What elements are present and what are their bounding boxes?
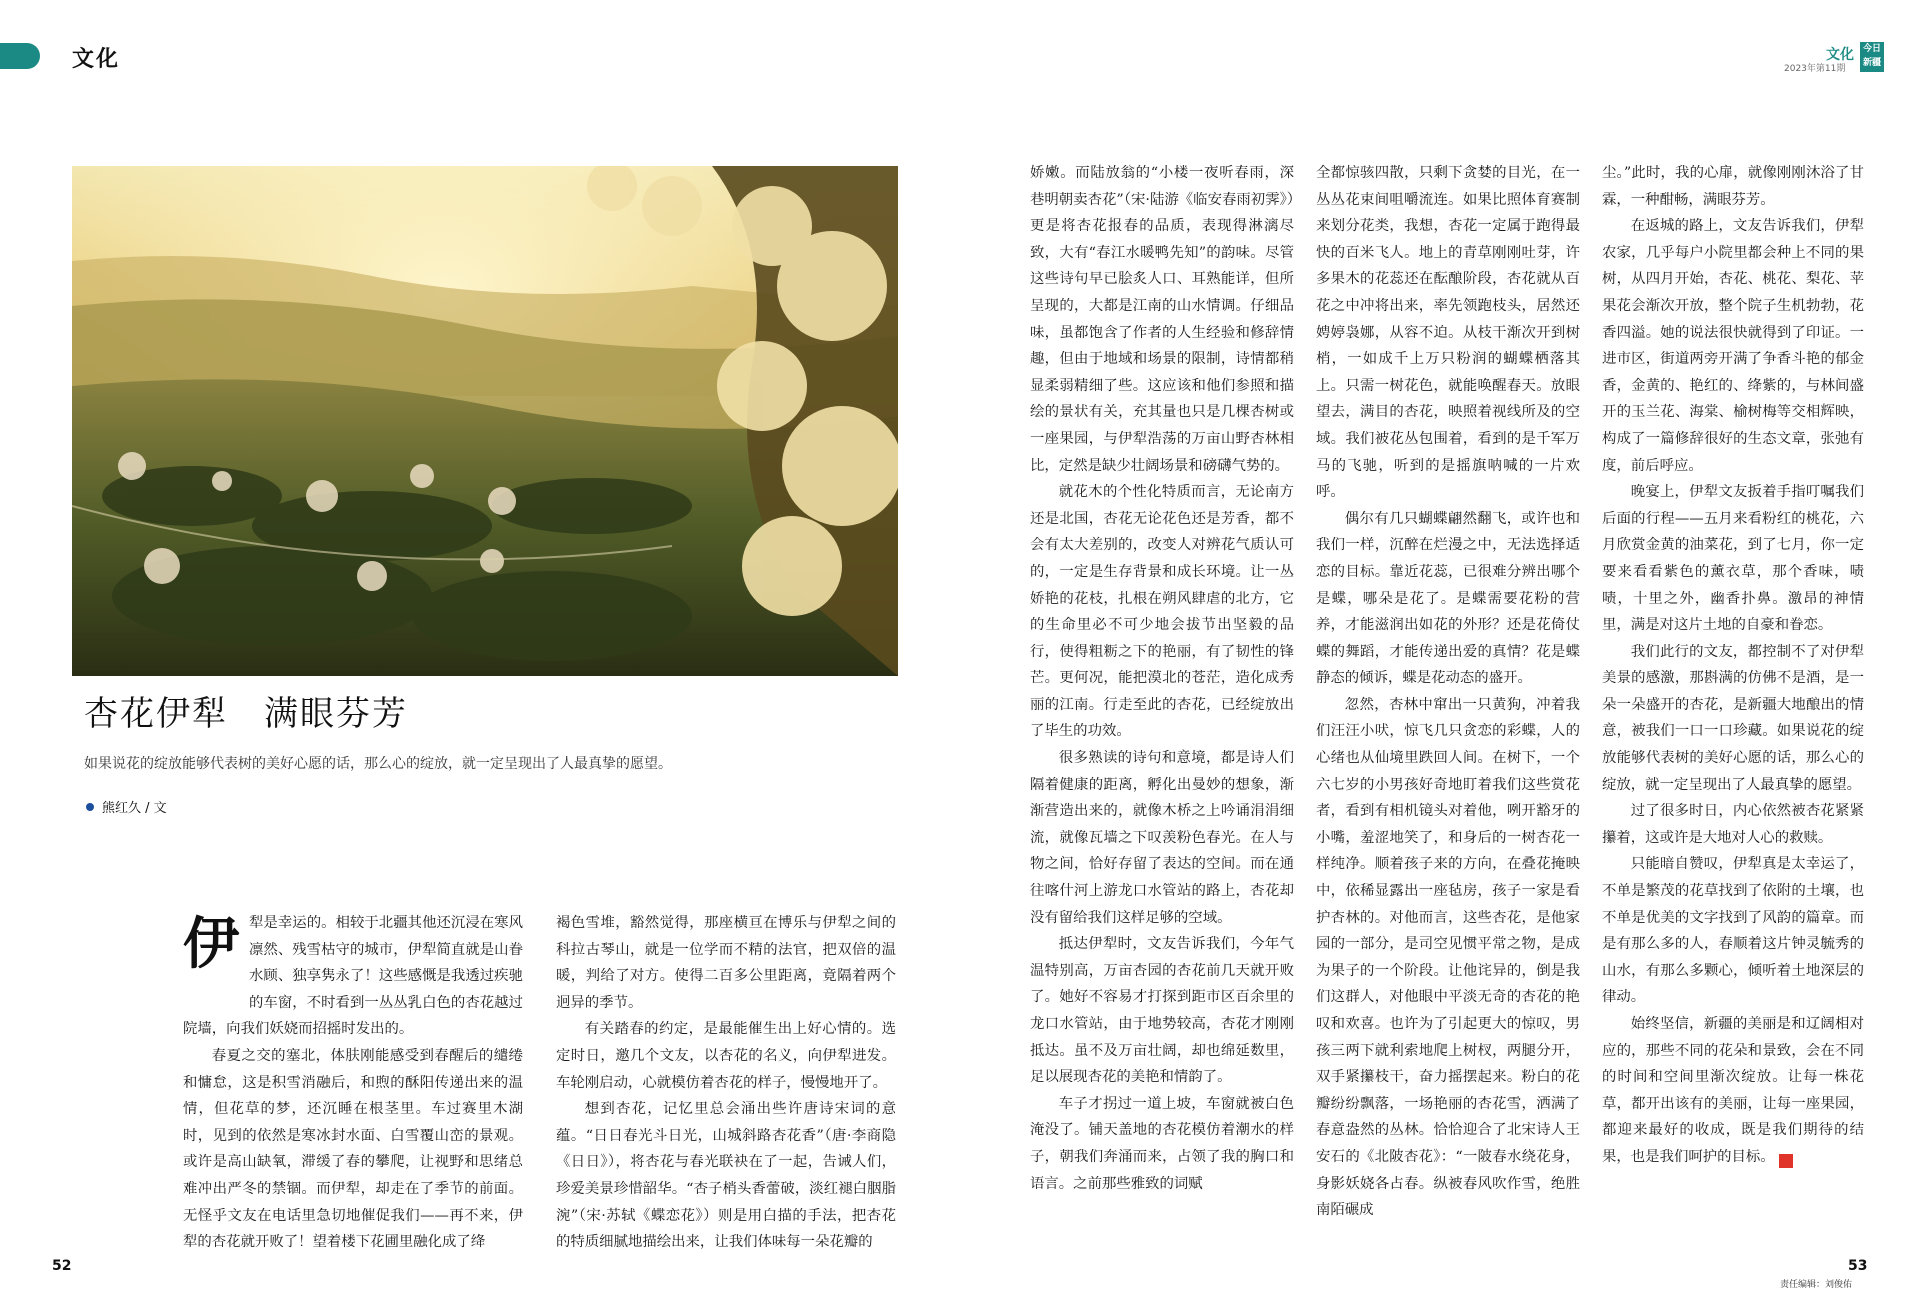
- body-column-3: [1030, 160, 1294, 1197]
- issue-label: 2023年第11期: [1784, 64, 1846, 74]
- paragraph: 尘。”此时，我的心扉，就像刚刚沐浴了甘霖，一种酣畅，满眼芬芳。: [1602, 165, 1864, 208]
- section-tab-marker: [0, 43, 40, 69]
- paragraph: 想到杏花，记忆里总会涌出些许唐诗宋词的意蕴。“日日春光斗日光，山城斜路杏花香”（唐·李商隐《日日》），将杏花与春光联袂在了一起，告诫人们，珍爱美景珍惜韶华。“杏子梢头香蕾破，淡红褪白胭脂涴”（宋·苏轼《蝶恋花》）则是用白描的手法，把杏花的特质细腻地描绘出来，让我们体味每一朵花瓣的: [556, 1101, 896, 1251]
- paragraph: 晚宴上，伊犁文友扳着手指叮嘱我们后面的行程——五月来看粉红的桃花，六月欣赏金黄的油菜花，到了七月，你一定要来看看紫色的薰衣草，那个香味，啧啧，十里之外，幽香扑鼻。激昂的神情里，满是对这片土地的自豪和眷恋。: [1602, 484, 1864, 634]
- editor-credit: 责任编辑：刘俊佑: [1780, 1280, 1853, 1290]
- page-number-left: 52: [52, 1258, 72, 1274]
- article-lead: 如果说花的绽放能够代表树的美好心愿的话，那么心的绽放，就一定呈现出了人最真挚的愿望。: [84, 756, 672, 772]
- paragraph: 我们此行的文友，都控制不了对伊犁美景的感激，那斟满的仿佛不是酒，是一朵一朵盛开的杏花，是新疆大地酿出的情意，被我们一口一口珍藏。如果说花的绽放能够代表树的美好心愿的话，那么心的绽放，就一定呈现出了人最真挚的愿望。: [1602, 643, 1864, 793]
- article-author: 熊红久 / 文: [102, 801, 167, 816]
- paragraph: 忽然，杏林中窜出一只黄狗，冲着我们汪汪小吠，惊飞几只贪恋的彩蝶，人的心绪也从仙境里跌回人间。在树下，一个六七岁的小男孩好奇地盯着我们这些赏花者，看到有相机镜头对着他，咧开豁牙的小嘴，羞涩地笑了，和身后的一树杏花一样纯净。顺着孩子来的方向，在叠花掩映中，依稀显露出一座毡房，孩子一家是看护杏林的。对他而言，这些杏花，是他家园的一部分，是司空见惯平常之物，是成为果子的一个阶段。让他诧异的，倒是我们这群人，对他眼中平淡无奇的杏花的艳叹和欢喜。也许为了引起更大的惊叹，男孩三两下就利索地爬上树杈，两腿分开，双手紧攥枝干，奋力摇摆起来。粉白的花瓣纷纷飘落，一场艳丽的杏花雪，洒满了春意盎然的丛林。恰恰迎合了北宋诗人王安石的《北陂杏花》：“一陂春水绕花身，身影妖娆各占春。纵被春风吹作雪，绝胜南陌碾成: [1316, 696, 1580, 1219]
- paragraph: 全都惊骇四散，只剩下贪婪的目光，在一丛丛花束间咀嚼流连。如果比照体育赛制来划分花类，我想，杏花一定属于跑得最快的百米飞人。地上的青草刚刚吐芽，许多果木的花蕊还在酝酿阶段，杏花就从百花之中冲将出来，率先领跑枝头，居然还娉婷袅娜，从容不迫。从枝干渐次开到树梢，一如成千上万只粉润的蝴蝶栖落其上。只需一树花色，就能唤醒春天。放眼望去，满目的杏花，映照着视线所及的空域。我们被花丛包围着，看到的是千军万马的飞驰，听到的是摇旗呐喊的一片欢呼。: [1316, 165, 1580, 501]
- author-bullet-icon: [86, 803, 94, 811]
- paragraph: 有关踏春的约定，是最能催生出上好心情的。选定时日，邀几个文友，以杏花的名义，向伊犁进发。车轮刚启动，心就模仿着杏花的样子，慢慢地开了。: [556, 1021, 896, 1091]
- body-column-5: [1602, 160, 1864, 1171]
- paragraph: 犁是幸运的。相较于北疆其他还沉浸在寒风凛然、残雪枯守的城市，伊犁简直就是山眷水顾、独享隽永了！这些感慨是我透过疾驰的车窗，不时看到一丛丛乳白色的杏花越过院墙，向我们妖娆而招摇时发出的。: [183, 915, 523, 1038]
- body-column-2: [556, 910, 896, 1256]
- paragraph: 抵达伊犁时，文友告诉我们，今年气温特别高，万亩杏园的杏花前几天就开败了。她好不容易才打探到距市区百余里的龙口水管站，由于地势较高，杏花才刚刚抵达。虽不及万亩壮阔，却也绵延数里，足以展现杏花的美艳和情韵了。: [1030, 936, 1294, 1086]
- paragraph: 过了很多时日，内心依然被杏花紧紧攥着，这或许是大地对人心的救赎。: [1602, 803, 1864, 846]
- section-title-left: 文化: [72, 47, 121, 72]
- paragraph: 车子才拐过一道上坡，车窗就被白色淹没了。铺天盖地的杏花模仿着潮水的样子，朝我们奔涌而来，占领了我的胸口和语言。之前那些雅致的词赋: [1030, 1095, 1294, 1192]
- paragraph: 很多熟读的诗句和意境，都是诗人们隔着健康的距离，孵化出曼妙的想象，渐渐营造出来的，就像木桥之上吟诵涓涓细流，就像瓦墙之下叹羡粉色春光。在人与物之间，恰好存留了表达的空间。而在通往喀什河上游龙口水管站的路上，杏花却没有留给我们这样足够的空域。: [1030, 750, 1294, 926]
- page-number-right: 53: [1848, 1258, 1868, 1274]
- paragraph: 偶尔有几只蝴蝶翩然翻飞，或许也和我们一样，沉醉在烂漫之中，无法选择适恋的目标。靠近花蕊，已很难分辨出哪个是蝶，哪朵是花了。是蝶需要花粉的营养，才能滋润出如花的外形？还是花倚仗蝶的舞蹈，才能传递出爱的真情？花是蝶静态的倾诉，蝶是花动态的盛开。: [1316, 510, 1580, 687]
- paragraph-text: 始终坚信，新疆的美丽是和辽阔相对应的，那些不同的花朵和景致，会在不同的时间和空间里渐次绽放。让每一株花草，都开出该有的美丽，让每一座果园，都迎来最好的收成，既是我们期待的结果，也是我们呵护的目标。: [1602, 1016, 1864, 1165]
- magazine-logo: 今日新疆: [1860, 42, 1884, 72]
- article-title: 杏花伊犁 满眼芬芳: [84, 694, 408, 734]
- final-paragraph: [1602, 1011, 1864, 1171]
- paragraph: 就花木的个性化特质而言，无论南方还是北国，杏花无论花色还是芳香，都不会有太大差别的，改变人对辨花气质认可的，一定是生存背景和成长环境。让一丛娇艳的花枝，扎根在朔风肆虐的北方，它的生命里必不可少地会拔节出坚毅的品行，使得粗粝之下的艳丽，有了韧性的锋芒。更何况，能把漠北的苍茫，造化成秀丽的江南。行走至此的杏花，已经绽放出了毕生的功效。: [1030, 484, 1294, 740]
- body-column-4: [1316, 160, 1580, 1224]
- landscape-photo: [72, 166, 898, 676]
- paragraph: 只能暗自赞叹，伊犁真是太幸运了，不单是繁茂的花草找到了依附的土壤，也不单是优美的文字找到了风韵的篇章。而是有那么多的人，春顺着这片钟灵毓秀的山水，有那么多颗心，倾听着土地深层的律动。: [1602, 856, 1864, 1006]
- body-column-1: [183, 910, 523, 1256]
- paragraph: 在返城的路上，文友告诉我们，伊犁农家，几乎每户小院里都会种上不同的果树，从四月开始，杏花、桃花、梨花、苹果花会渐次开放，整个院子生机勃勃，花香四溢。她的说法很快就得到了印证。一进市区，街道两旁开满了争香斗艳的郁金香，金黄的、艳红的、绛紫的，与林间盛开的玉兰花、海棠、榆树梅等交相辉映，构成了一篇修辞很好的生态文章，张弛有度，前后呼应。: [1602, 218, 1864, 474]
- drop-cap: 伊: [183, 911, 239, 977]
- paragraph: 娇嫩。而陆放翁的“小楼一夜听春雨，深巷明朝卖杏花”（宋·陆游《临安春雨初霁》）更是将杏花报春的品质，表现得淋漓尽致，大有“春江水暖鸭先知”的韵味。尽管这些诗句早已脍炙人口、耳熟能详，但所呈现的，大都是江南的山水情调。仔细品味，虽都饱含了作者的人生经验和修辞情趣，但由于地域和场景的限制，诗情都稍显柔弱精细了些。这应该和他们参照和描绘的景状有关，充其量也只是几棵杏树或一座果园，与伊犁浩荡的万亩山野杏林相比，定然是缺少壮阔场景和磅礴气势的。: [1030, 165, 1294, 474]
- end-mark-icon: J: [1779, 1154, 1793, 1168]
- section-title-right: 文化: [1826, 47, 1854, 63]
- paragraph: 褐色雪堆，豁然觉得，那座横亘在博乐与伊犁之间的科拉古琴山，就是一位学而不精的法官，把双倍的温暖，判给了对方。使得二百多公里距离，竟隔着两个迥异的季节。: [556, 915, 896, 1011]
- paragraph: 春夏之交的塞北，体肤刚能感受到春醒后的缱绻和慵怠，这是积雪消融后，和煦的酥阳传递出来的温情，但花草的梦，还沉睡在根茎里。车过赛里木湖时，见到的依然是寒冰封水面、白雪覆山峦的景观。或许是高山缺氧，滞缓了春的攀爬，让视野和思绪总难冲出严冬的禁锢。而伊犁，却走在了季节的前面。无怪乎文友在电话里急切地催促我们——再不来，伊犁的杏花就开败了！望着楼下花圃里融化成了绛: [183, 1047, 523, 1251]
